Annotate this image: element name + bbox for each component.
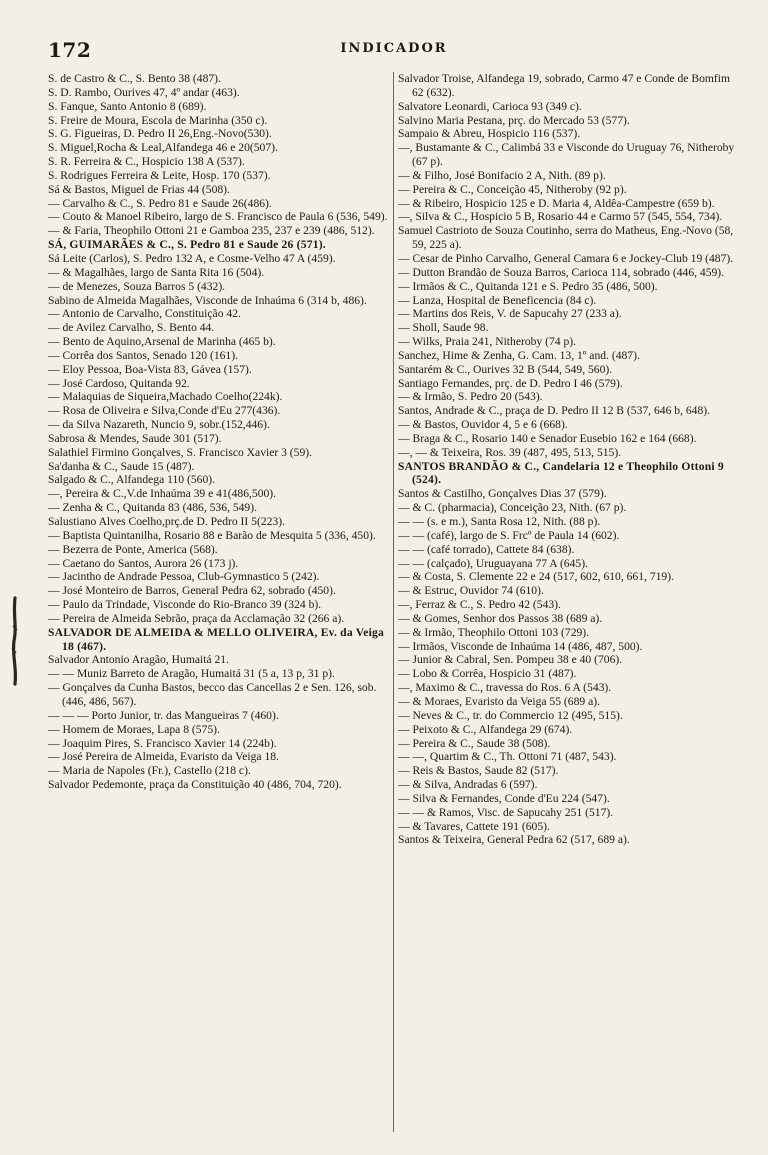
directory-entry: — Rosa de Oliveira e Silva,Conde d'Eu 277(436). xyxy=(48,404,281,418)
directory-entry: — Lobo & Corrêa, Hospicio 31 (487). xyxy=(398,667,577,681)
directory-entry: — Neves & C., tr. do Commercio 12 (495, 515). xyxy=(398,708,623,722)
directory-entry: S. de Castro & C., S. Bento 38 (487). xyxy=(48,72,221,85)
directory-entry: — — Muniz Barreto de Aragão, Humaitá 31 (5 a, 13 p, 31 p). xyxy=(48,667,335,681)
directory-entry: — Antonio de Carvalho, Constituição 42. xyxy=(48,307,241,321)
directory-entry: SALVADOR DE ALMEIDA & MELLO OLIVEIRA, Ev. da Veiga 18 (467). xyxy=(48,625,384,653)
directory-entry: —, Pereira & C.,V.de Inhaúma 39 e 41(486,500). xyxy=(48,487,277,501)
directory-entry: — Martins dos Reis, V. de Sapucahy 27 (233 a). xyxy=(398,307,622,321)
directory-entry: — José Monteiro de Barros, General Pedra 62, sobrado (450). xyxy=(48,584,336,598)
right-column xyxy=(394,72,740,1132)
directory-entry: Sabino de Almeida Magalhães, Visconde de Inhaúma 6 (314 b, 486). xyxy=(48,293,367,307)
directory-entry: — & Magalhães, largo de Santa Rita 16 (504). xyxy=(48,265,265,279)
margin-ink-mark-icon xyxy=(8,596,22,686)
directory-entry: — Corrêa dos Santos, Senado 120 (161). xyxy=(48,348,238,362)
directory-entry: — Pereira de Almeida Sebrão, praça da Acclamação 32 (266 a). xyxy=(48,611,345,625)
directory-entry: Sa'danha & C., Saude 15 (487). xyxy=(48,459,195,473)
directory-entry: — & Filho, José Bonifacio 2 A, Nith. (89 p). xyxy=(398,168,606,182)
directory-entry: — & Moraes, Evaristo da Veiga 55 (689 a). xyxy=(398,694,600,708)
directory-entry: — —, Quartim & C., Th. Ottoni 71 (487, 543). xyxy=(398,750,617,764)
directory-columns xyxy=(48,72,740,1132)
directory-entry: — Gonçalves da Cunha Bastos, becco das Cancellas 2 e Sen. 126, sob. (446, 486, 567). xyxy=(48,681,377,708)
directory-entry: — Paulo da Trindade, Visconde do Rio-Branco 39 (324 b). xyxy=(48,598,322,612)
directory-entry: — de Avilez Carvalho, S. Bento 44. xyxy=(48,321,215,335)
left-column xyxy=(48,72,394,1132)
directory-entry: —, Maximo & C., travessa do Ros. 6 A (543). xyxy=(398,681,612,695)
directory-entry: — Braga & C., Rosario 140 e Senador Eusebio 162 e 164 (668). xyxy=(398,431,697,445)
directory-entry: — Jacintho de Andrade Pessoa, Club-Gymnastico 5 (242). xyxy=(48,570,320,584)
directory-entry: — Homem de Moraes, Lapa 8 (575). xyxy=(48,722,220,736)
directory-entry: — & Irmão, S. Pedro 20 (543). xyxy=(398,390,543,404)
directory-entry: SANTOS BRANDÃO & C., Candelaria 12 e Theophilo Ottoni 9 (524). xyxy=(398,459,724,487)
directory-entry: S. G. Figueiras, D. Pedro II 26,Eng.-Novo(530). xyxy=(48,127,272,141)
directory-entry: — da Silva Nazareth, Nuncio 9, sobr.(152,446). xyxy=(48,418,270,432)
directory-entry: — Lanza, Hospital de Beneficencia (84 c). xyxy=(398,293,597,307)
directory-entry: — — — Porto Junior, tr. das Mangueiras 7 (460). xyxy=(48,708,279,722)
directory-entry: Salvatore Leonardi, Carioca 93 (349 c). xyxy=(398,99,582,113)
directory-entry: Santos & Teixeira, General Pedra 62 (517, 689 a). xyxy=(398,833,630,847)
directory-entry: Santiago Fernandes, prç. de D. Pedro I 46 (579). xyxy=(398,376,623,390)
directory-entry: — Joaquim Pires, S. Francisco Xavier 14 (224b). xyxy=(48,736,277,750)
directory-entry: — & Bastos, Ouvidor 4, 5 e 6 (668). xyxy=(398,418,568,432)
directory-entry: — & Irmão, Theophilo Ottoni 103 (729). xyxy=(398,625,590,639)
directory-entry: S. Fanque, Santo Antonio 8 (689). xyxy=(48,99,207,113)
directory-entry: S. Rodrigues Ferreira & Leite, Hosp. 170 (537). xyxy=(48,168,271,182)
directory-entry: — Malaquias de Siqueira,Machado Coelho(224k). xyxy=(48,390,283,404)
directory-entry: — de Menezes, Souza Barros 5 (432). xyxy=(48,279,226,293)
directory-entry: — Caetano do Santos, Aurora 26 (173 j). xyxy=(48,556,239,570)
directory-entry: Sanchez, Hime & Zenha, G. Cam. 13, 1º and. (487). xyxy=(398,348,640,362)
page-header xyxy=(48,38,740,60)
directory-entry: —, Ferraz & C., S. Pedro 42 (543). xyxy=(398,598,561,612)
directory-entry: — Junior & Cabral, Sen. Pompeu 38 e 40 (706). xyxy=(398,653,623,667)
directory-entry: — Irmãos & C., Quitanda 121 e S. Pedro 35 (486, 500). xyxy=(398,279,658,293)
directory-entry: Salvador Pedemonte, praça da Constituição 40 (486, 704, 720). xyxy=(48,778,342,792)
directory-entry: — Zenha & C., Quitanda 83 (486, 536, 549). xyxy=(48,501,257,515)
directory-entry: Sampaio & Abreu, Hospicio 116 (537). xyxy=(398,127,581,141)
directory-entry: Santos & Castilho, Gonçalves Dias 37 (579). xyxy=(398,487,607,501)
directory-entry: —, Bustamante & C., Calimbá 33 e Visconde do Uruguay 76, Nitheroby (67 p). xyxy=(398,141,735,169)
directory-entry: — & Ribeiro, Hospicio 125 e D. Maria 4, Aldêa-Campestre (659 b). xyxy=(398,196,715,210)
directory-entry: Sá Leite (Carlos), S. Pedro 132 A, e Cosme-Velho 47 A (459). xyxy=(48,251,336,265)
directory-entry: — José Pereira de Almeida, Evaristo da Veiga 18. xyxy=(48,750,279,764)
directory-entry: — Carvalho & C., S. Pedro 81 e Saude 26(486). xyxy=(48,196,272,210)
directory-entry: —, Silva & C., Hospicio 5 B, Rosario 44 e Carmo 57 (545, 554, 734). xyxy=(398,210,723,224)
directory-entry: Salgado & C., Alfandega 110 (560). xyxy=(48,473,216,487)
directory-entry: — & Faria, Theophilo Ottoni 21 e Gamboa 235, 237 e 239 (486, 512). xyxy=(48,224,375,238)
directory-entry: —, — & Teixeira, Ros. 39 (487, 495, 513, 515). xyxy=(398,445,622,459)
directory-entry: — Eloy Pessoa, Boa-Vista 83, Gávea (157). xyxy=(48,362,252,376)
directory-entry: — — & Ramos, Visc. de Sapucahy 251 (517). xyxy=(398,805,614,819)
directory-entry: S. D. Rambo, Ourives 47, 4º andar (463). xyxy=(48,85,240,99)
directory-entry: — Pereira & C., Conceição 45, Nitheroby (92 p). xyxy=(398,182,627,196)
directory-entry: Salvino Maria Pestana, prç. do Mercado 53 (577). xyxy=(398,113,630,127)
directory-entry: S. Freire de Moura, Escola de Marinha (350 c). xyxy=(48,113,268,127)
directory-entry: — & Tavares, Cattete 191 (605). xyxy=(398,819,550,833)
directory-entry: — Sholl, Saude 98. xyxy=(398,321,489,335)
directory-entry: — Baptista Quintanilha, Rosario 88 e Barão de Mesquita 5 (336, 450). xyxy=(48,528,376,542)
directory-entry: — Pereira & C., Saude 38 (508). xyxy=(398,736,551,750)
directory-entry: — Maria de Napoles (Fr.), Castello (218 c). xyxy=(48,764,251,778)
directory-entry: Santarém & C., Ourives 32 B (544, 549, 560). xyxy=(398,362,613,376)
directory-entry: Sá & Bastos, Miguel de Frias 44 (508). xyxy=(48,182,230,196)
directory-entry: — Reis & Bastos, Saude 82 (517). xyxy=(398,764,559,778)
directory-entry: — & Silva, Andradas 6 (597). xyxy=(398,778,538,792)
directory-entry: — Silva & Fernandes, Conde d'Eu 224 (547). xyxy=(398,791,610,805)
directory-entry: S. Miguel,Rocha & Leal,Alfandega 46 e 20(507). xyxy=(48,141,278,155)
page-number: 172 xyxy=(48,38,92,62)
running-title: INDICADOR xyxy=(340,41,448,56)
directory-entry: — — (café), largo de S. Frcº de Paula 14 (602). xyxy=(398,528,620,542)
directory-entry: — Bento de Aquino,Arsenal de Marinha (465 b). xyxy=(48,335,276,349)
directory-entry: — Bezerra de Ponte, America (568). xyxy=(48,542,218,556)
directory-entry: — Irmãos, Visconde de Inhaúma 14 (486, 487, 500). xyxy=(398,639,643,653)
directory-entry: — Peixoto & C., Alfandega 29 (674). xyxy=(398,722,573,736)
directory-entry: Sabrosa & Mendes, Saude 301 (517). xyxy=(48,431,222,445)
directory-entry: — Wilks, Praia 241, Nitheroby (74 p). xyxy=(398,335,577,349)
directory-entry: Salathiel Firmino Gonçalves, S. Francisco Xavier 3 (59). xyxy=(48,445,313,459)
directory-entry: — Cesar de Pinho Carvalho, General Camara 6 e Jockey-Club 19 (487). xyxy=(398,251,734,265)
directory-entry: Samuel Castrioto de Souza Coutinho, serra do Matheus, Eng.-Novo (58, 59, 225 a). xyxy=(398,224,734,252)
directory-entry: — — (café torrado), Cattete 84 (638). xyxy=(398,542,575,556)
directory-entry: Salustiano Alves Coelho,prç.de D. Pedro II 5(223). xyxy=(48,515,285,528)
directory-entry: — — (s. e m.), Santa Rosa 12, Nith. (88 p). xyxy=(398,515,601,528)
directory-entry: — & C. (pharmacia), Conceição 23, Nith. (67 p). xyxy=(398,501,627,515)
directory-entry: Santos, Andrade & C., praça de D. Pedro II 12 B (537, 646 b, 648). xyxy=(398,404,711,418)
directory-entry: Salvador Antonio Aragão, Humaitá 21. xyxy=(48,653,229,667)
directory-entry: SÁ, GUIMARÃES & C., S. Pedro 81 e Saude 26 (571). xyxy=(48,238,326,252)
directory-entry: — & Gomes, Senhor dos Passos 38 (689 a). xyxy=(398,611,603,625)
directory-entry: — & Estruc, Ouvidor 74 (610). xyxy=(398,584,544,598)
directory-entry: Salvador Troise, Alfandega 19, sobrado, Carmo 47 e Conde de Bomfim 62 (632). xyxy=(398,72,730,99)
directory-entry: — Couto & Manoel Ribeiro, largo de S. Francisco de Paula 6 (536, 549). xyxy=(48,210,388,224)
directory-entry: — & Costa, S. Clemente 22 e 24 (517, 602, 610, 661, 719). xyxy=(398,570,674,584)
directory-entry: S. R. Ferreira & C., Hospicio 138 A (537). xyxy=(48,155,245,169)
directory-entry: — Dutton Brandão de Souza Barros, Carioca 114, sobrado (446, 459). xyxy=(398,265,725,279)
directory-entry: — — (calçado), Uruguayana 77 A (645). xyxy=(398,556,588,570)
directory-entry: — José Cardoso, Quitanda 92. xyxy=(48,376,190,390)
